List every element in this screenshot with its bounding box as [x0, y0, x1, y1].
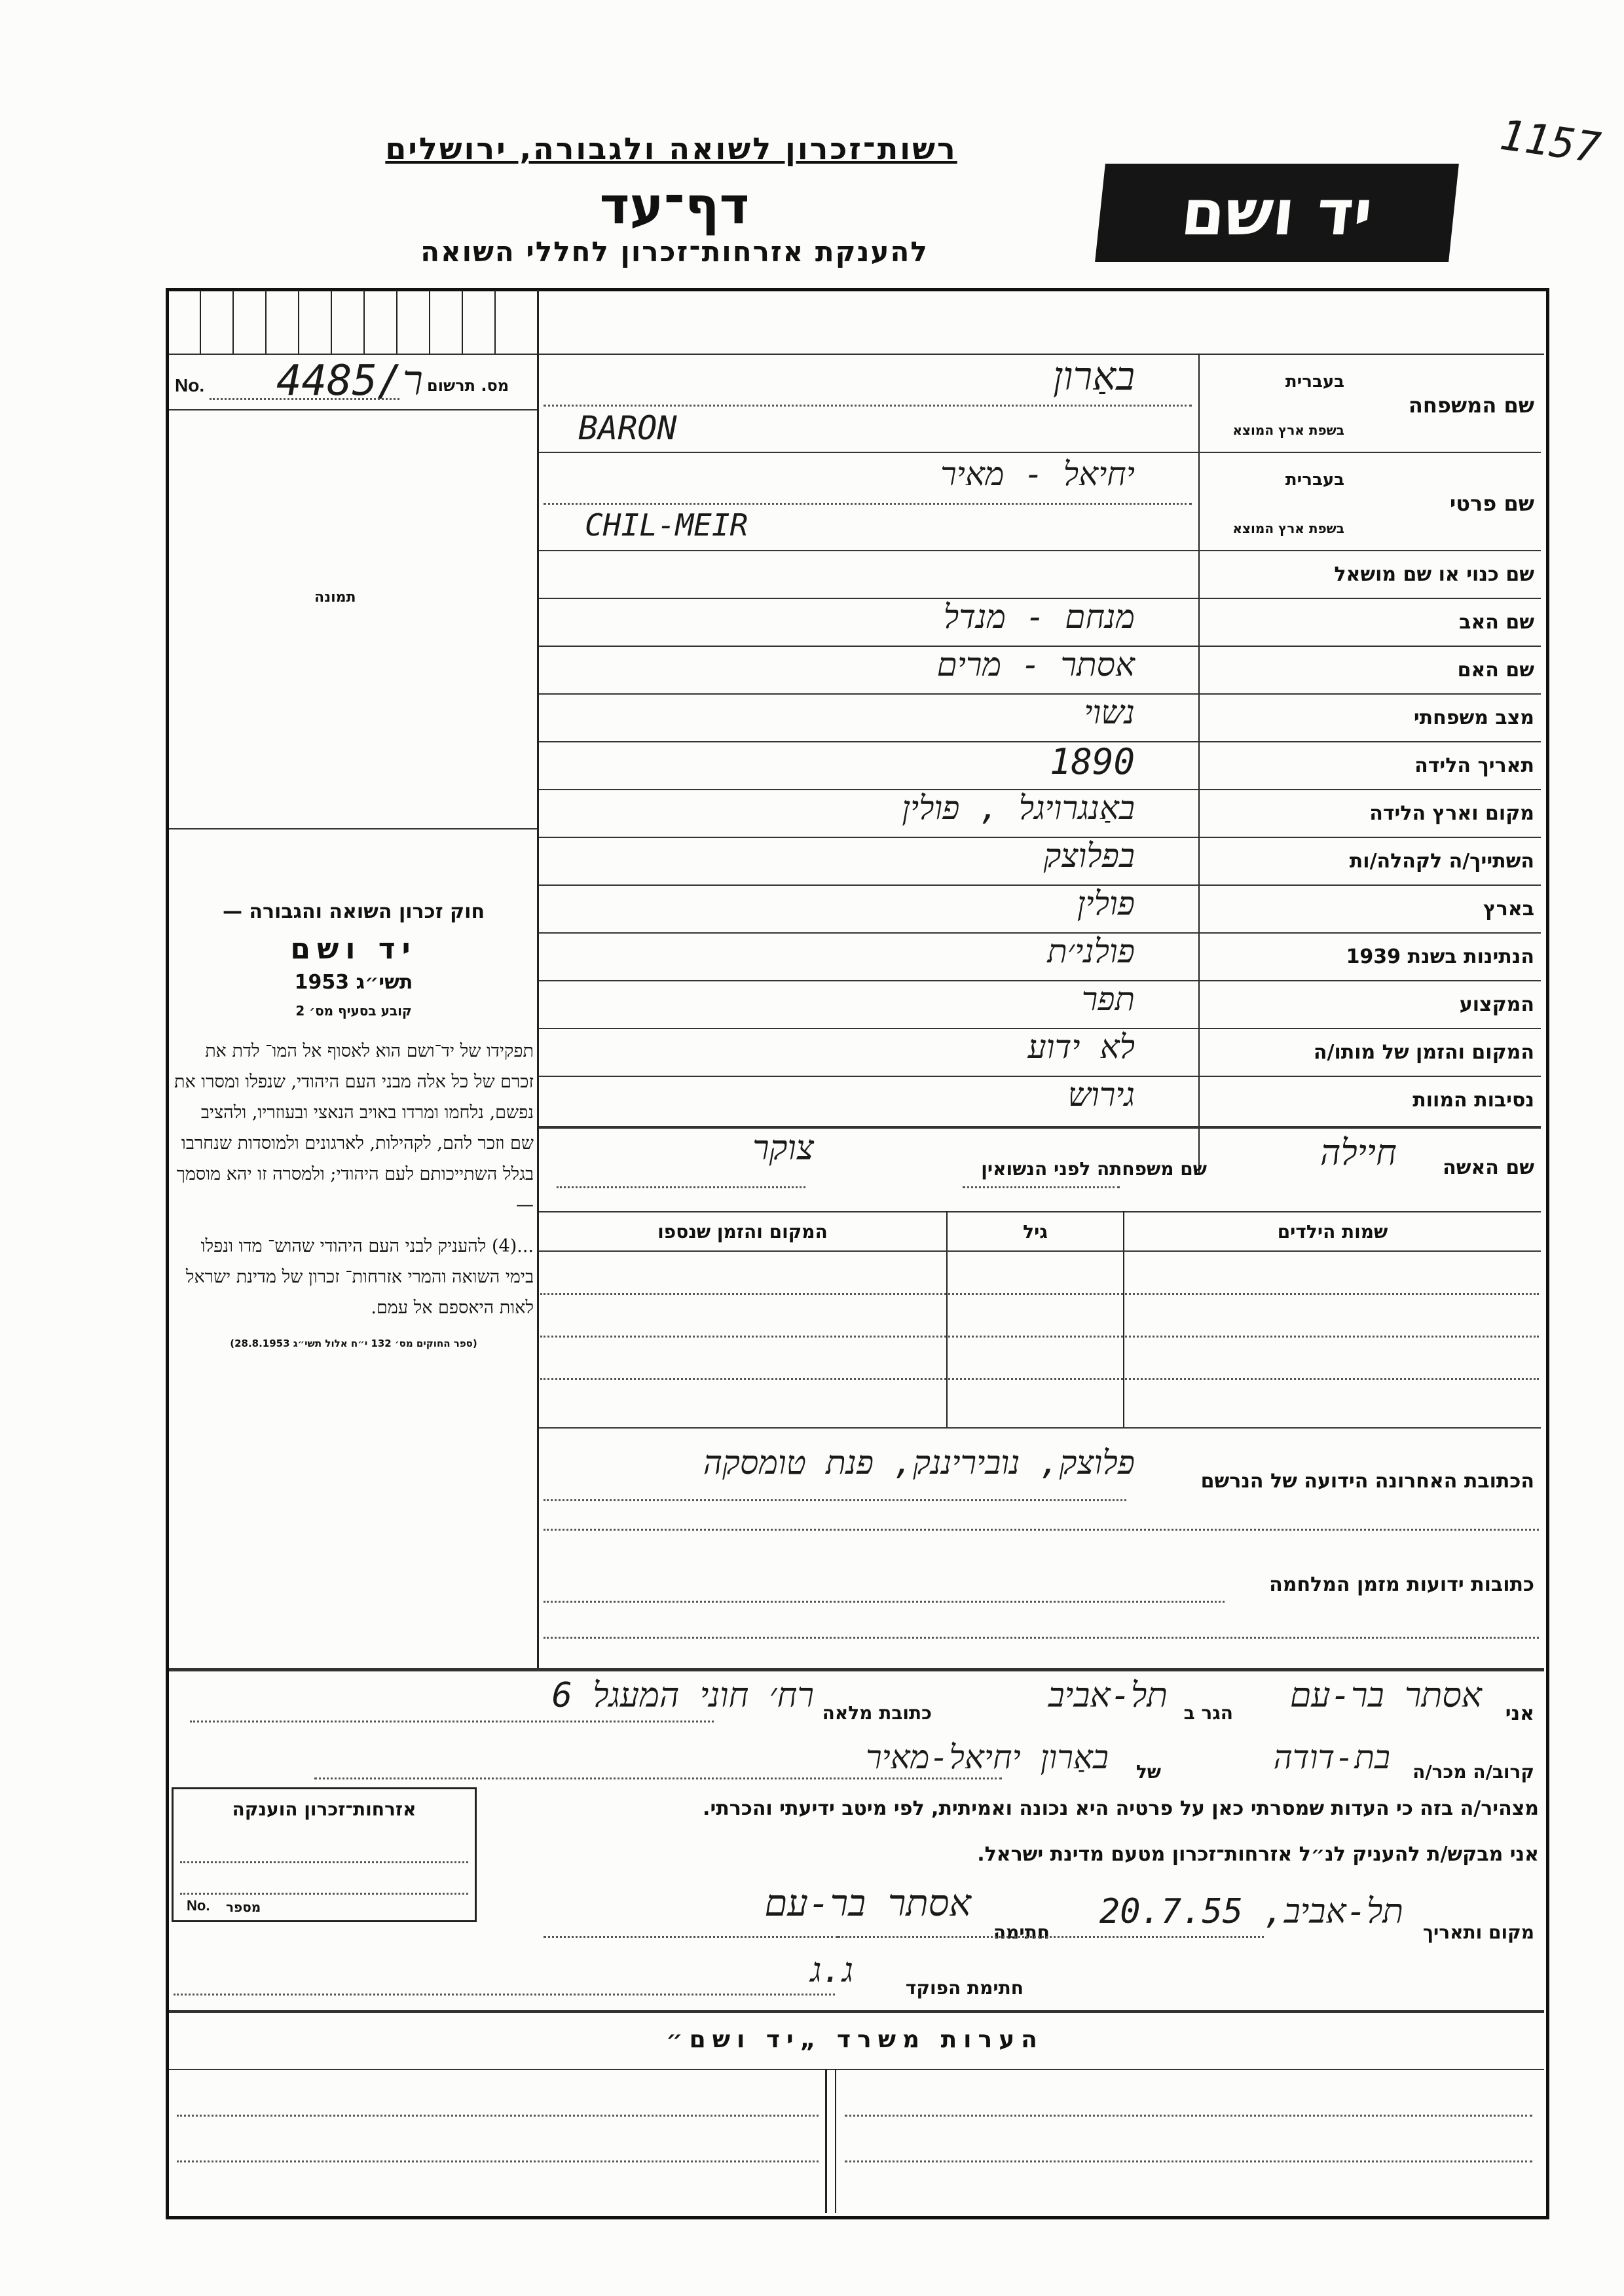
office-notes-line[interactable]: [845, 2115, 1532, 2117]
relation-label: קרוב/ה מכר/ה: [1412, 1761, 1534, 1783]
family-name-field: [539, 354, 1541, 452]
no-label: No.: [175, 375, 205, 395]
children-header-names: שמות הילדים: [1277, 1221, 1388, 1243]
field-citizenship-1939: [539, 932, 1541, 980]
wife-label: שם האשה: [1443, 1156, 1534, 1179]
community-label: השתייך/ה לקהלה/ות: [1349, 850, 1534, 873]
family-name-sub-origin: בשפת ארץ המוצא: [1232, 422, 1344, 438]
inspector-label: חתימת הפוקד: [905, 1977, 1024, 1999]
law-paragraph-1: תפקידו של יד־ושם הוא לאסוף אל המו־ לדת את זכרם של כל אלה מבני העם היהודי, שנפלו ומסרו את נפשם, נלחמו ומרדו באויב הנאצי ובעוזריו, ולהציב שם וזכר להם, לקהילות, לארגונים ולמוסדות שנחרבו בגלל השתייכותם לעם היהודי; ולמסרה זו יהא מוסמך —: [174, 1041, 534, 1215]
place-date-label: מקום ותאריך: [1422, 1922, 1534, 1943]
community-value[interactable]: בפלוצק: [1043, 837, 1135, 875]
country-value[interactable]: פולין: [1077, 884, 1135, 922]
death-circumstances-value[interactable]: גירוש: [1067, 1076, 1135, 1114]
field-mother-name: [539, 646, 1541, 693]
family-name-sub-hebrew: בעברית: [1285, 372, 1344, 392]
citizenship-box-no: No.: [187, 1897, 210, 1914]
field-alias: [539, 550, 1541, 598]
resides-label: הגר ב: [1183, 1702, 1233, 1724]
profession-value[interactable]: תפר: [1081, 980, 1135, 1018]
death-circumstances-label: נסיבות המוות: [1412, 1089, 1534, 1112]
inspector-row: [169, 1951, 1541, 2003]
citizenship-1939-label: הנתינות בשנת 1939: [1346, 945, 1534, 968]
citizenship-granted-box: [172, 1787, 477, 1922]
first-name-hebrew-value[interactable]: יחיאל - מאיר: [940, 455, 1135, 493]
first-name-origin-value[interactable]: CHIL-MEIR: [585, 507, 748, 543]
law-source: (ספר החוקים מס׳ 132 י״ח אלול תשי״ג 28.8.1953): [230, 1338, 477, 1349]
birth-place-value[interactable]: באַנגרויגל , פולין: [902, 789, 1135, 827]
signature-value[interactable]: אסתר בר-עם: [764, 1882, 971, 1925]
place-date-value[interactable]: תל-אביב, 20.7.55: [1099, 1892, 1403, 1931]
father-name-value[interactable]: מנחם - מנדל: [943, 598, 1135, 636]
birth-place-label: מקום וארץ הלידה: [1369, 802, 1534, 825]
of-value[interactable]: באַרון יחיאל-מאיר: [866, 1738, 1109, 1776]
family-name-origin-value[interactable]: BARON: [578, 409, 677, 447]
marital-status-label: מצב משפחתי: [1413, 706, 1534, 729]
declarant-line-1: [169, 1676, 1541, 1735]
declarant-line-2: [169, 1738, 1541, 1791]
family-name-hebrew-value[interactable]: באַרון: [1052, 354, 1135, 399]
registration-label: מס. תרשום: [427, 376, 509, 395]
logo-text: יד ושם: [1177, 176, 1376, 249]
wife-value[interactable]: חיילה: [1320, 1132, 1397, 1173]
inspector-signature[interactable]: ג.ג: [810, 1951, 853, 1990]
address-label: כתובת מלאה: [822, 1702, 932, 1724]
citizenship-box-number-label: מספר: [226, 1899, 261, 1915]
mother-name-label: שם האם: [1457, 659, 1534, 682]
law-name: יד ושם: [290, 932, 417, 966]
field-death-place-time: [539, 1028, 1541, 1076]
field-birth-place: [539, 789, 1541, 837]
marital-status-value[interactable]: נשוי: [1084, 693, 1135, 731]
law-title: חוק זכרון השואה והגבורה —: [222, 900, 485, 923]
profession-label: המקצוע: [1459, 993, 1534, 1016]
office-notes-title: הערות משרד „יד ושם״: [666, 2026, 1044, 2053]
field-father-name: [539, 598, 1541, 646]
citizenship-box-title: אזרחות־זכרון הוענקה: [232, 1798, 416, 1820]
office-notes-line[interactable]: [177, 2115, 819, 2117]
declarant-name[interactable]: אסתר בר-עם: [1289, 1676, 1482, 1715]
field-death-circumstances: [539, 1076, 1541, 1123]
alias-label: שם כנוי או שם מושאל: [1334, 563, 1534, 586]
signature-label: חתימה: [993, 1922, 1050, 1943]
children-header-age: גיל: [1023, 1221, 1048, 1243]
last-address-value[interactable]: פלוצק, נוביריננק, פנת טומסקה: [703, 1444, 1135, 1482]
children-row: [540, 1378, 1539, 1380]
death-place-time-label: המקום והזמן של מותו/ה: [1313, 1041, 1534, 1064]
citizenship-1939-value[interactable]: פולני׳ת: [1047, 932, 1135, 970]
request-text: אני מבקש/ת להעניק לנ״ל אזרחות־זכרון מטעם מדינת ישראל.: [977, 1843, 1539, 1866]
field-profession: [539, 980, 1541, 1028]
first-name-sub-hebrew: בעברית: [1285, 470, 1344, 490]
org-line: רשות־זכרון לשואה ולגבורה, ירושלים: [385, 131, 957, 166]
family-name-label: שם המשפחה: [1408, 393, 1534, 418]
page-title: דף־עד: [599, 177, 750, 236]
death-place-time-value[interactable]: לא ידוע: [1027, 1028, 1135, 1066]
yad-vashem-logo: [1095, 164, 1459, 262]
photo-label: תמונה: [314, 589, 356, 606]
wartime-address-label: כתובות ידועות מזמן המלחמה: [1269, 1573, 1534, 1596]
law-year: תשי״ג 1953: [294, 971, 413, 994]
last-address-row: [539, 1437, 1541, 1529]
first-name-field: [539, 452, 1541, 550]
law-text-block: [174, 900, 534, 1349]
first-name-sub-origin: בשפת ארץ המוצא: [1232, 520, 1344, 536]
field-marital-status: [539, 693, 1541, 741]
declarant-city[interactable]: תל-אביב: [1048, 1676, 1168, 1715]
father-name-label: שם האב: [1459, 611, 1534, 634]
maiden-name-label: שם משפחתה לפני הנשואין: [981, 1158, 1207, 1180]
first-name-label: שם פרטי: [1449, 491, 1534, 516]
field-country: [539, 884, 1541, 932]
birth-date-value[interactable]: 1890: [1049, 741, 1135, 782]
field-community: [539, 837, 1541, 884]
birth-date-label: תאריך הלידה: [1414, 754, 1534, 777]
wartime-address-row: [539, 1561, 1541, 1614]
last-address-label: הכתובת האחרונה הידועה של הנרשם: [1200, 1470, 1534, 1493]
declaration-text: מצהיר/ה בזה כי העדות שמסרתי כאן על פרטיה היא נכונה ואמיתית, לפי מיטב ידיעתי והכרתי.: [703, 1797, 1539, 1820]
page-subtitle: להענקת אזרחות־זכרון לחללי השואה: [420, 236, 929, 268]
country-label: בארץ: [1483, 898, 1534, 920]
office-notes-line[interactable]: [177, 2160, 819, 2162]
registration-number-row: [172, 357, 535, 409]
wife-row: [539, 1129, 1541, 1201]
of-label: של: [1135, 1761, 1161, 1783]
relation-value[interactable]: בת-דודה: [1273, 1738, 1390, 1776]
maiden-name-value[interactable]: צוקר: [752, 1129, 814, 1168]
field-birth-date: [539, 741, 1541, 789]
registration-number[interactable]: 4485/ר: [276, 357, 424, 405]
law-paragraph-2: ...(4) להעניק לבני העם היהודי שהוש־ מדו ונפלו בימי השואה והמרי אזרחות־ זכרון של מדינת ישראל לאות היאספם אל עמם.: [185, 1236, 534, 1318]
children-row: [540, 1293, 1539, 1295]
mother-name-value[interactable]: אסתר - מרים: [936, 646, 1135, 683]
corner-note: 1157: [1496, 111, 1604, 173]
children-row: [540, 1336, 1539, 1338]
law-clause: קובע בסעיף מס׳ 2: [295, 1003, 412, 1019]
ani-label: אני: [1505, 1702, 1534, 1725]
children-header-place-time: המקום והזמן שנספו: [657, 1221, 828, 1243]
office-notes-line[interactable]: [845, 2160, 1532, 2162]
declarant-address[interactable]: רח׳ חוני המעגל 6: [551, 1676, 814, 1715]
